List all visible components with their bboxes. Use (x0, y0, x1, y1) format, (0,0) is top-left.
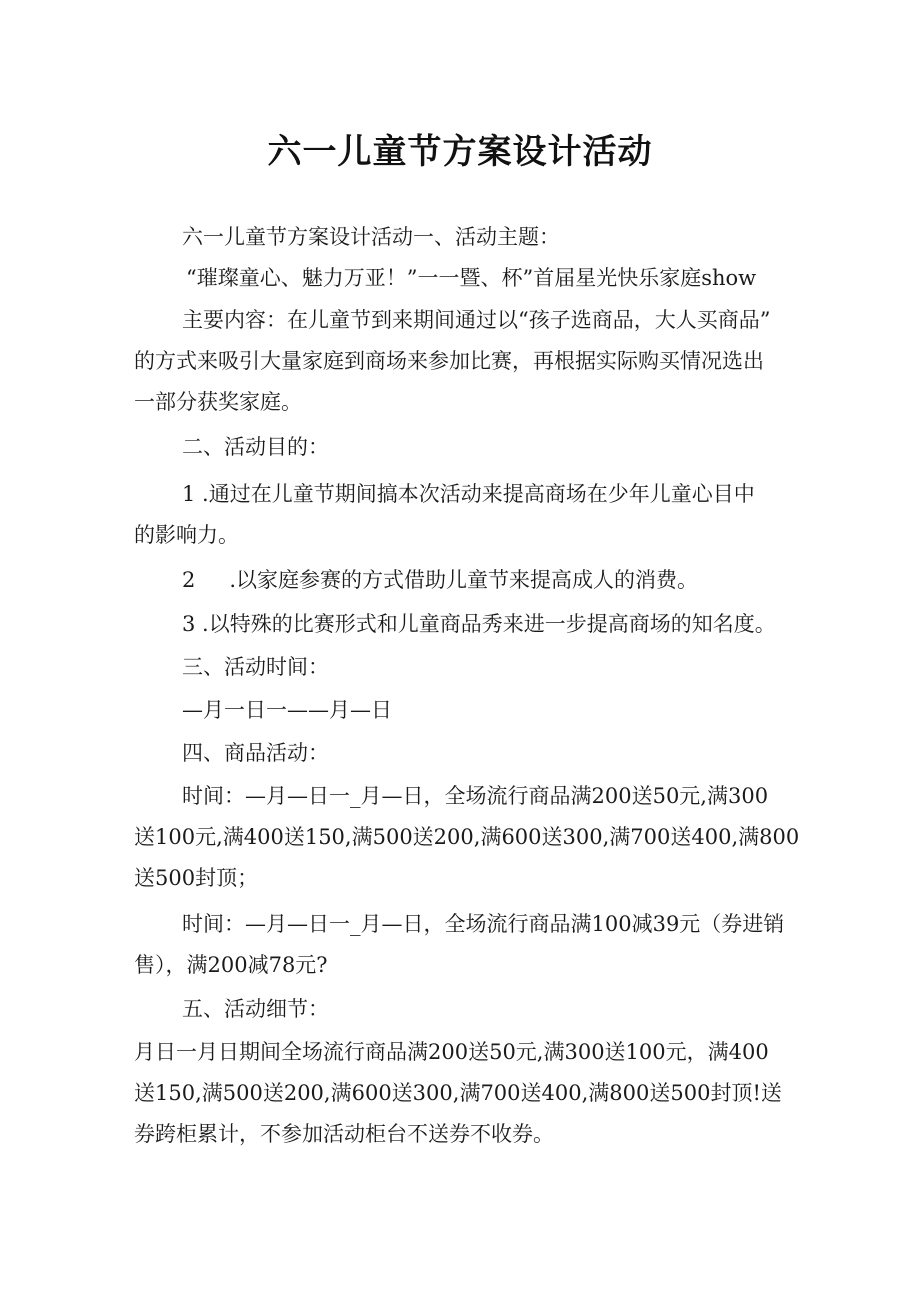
text-line: 售），满200减78元? (134, 953, 328, 977)
list-item-purpose-3 (134, 604, 794, 645)
paragraph-time-range (134, 690, 794, 731)
text-line: 的方式来吸引大量家庭到商场来参加比赛，再根据实际购买情况选出 (134, 349, 764, 373)
paragraph-theme-heading (134, 217, 794, 258)
text-line: 券跨柜累计，不参加活动柜台不送券不收券。 (134, 1122, 554, 1146)
text-line: “璀璨童心、魅力万亚！”一一暨、杯”首届星光快乐家庭show (186, 266, 757, 290)
paragraph-promotion-2 (134, 904, 794, 986)
list-item-purpose-1 (134, 474, 794, 556)
section-heading-purpose (134, 427, 794, 468)
list-item-purpose-2 (134, 560, 794, 601)
text-line: —月一日一——月—日 (182, 698, 392, 722)
paragraph-theme-slogan (134, 258, 794, 299)
text-line: 主要内容：在儿童节到来期间通过以“孩子选商品，大人买商品” (182, 308, 771, 332)
text-line: 3 .以特殊的比赛形式和儿童商品秀来进一步提高商场的知名度。 (182, 612, 776, 636)
text-line: 的影响力。 (134, 523, 239, 547)
paragraph-promotion-1 (134, 776, 800, 899)
section-heading-time (134, 647, 794, 688)
list-text: .以家庭参赛的方式借助儿童节来提高成人的消费。 (229, 568, 699, 592)
text-line: 四、商品活动： (182, 741, 329, 765)
text-line (134, 560, 794, 601)
paragraph-details (134, 1032, 794, 1155)
text-line: 月日一月日期间全场流行商品满200送50元,满300送100元，满400 (134, 1040, 769, 1064)
paragraph-main-content (134, 300, 794, 423)
list-number: 2 (182, 568, 196, 592)
text-line: 送500封顶； (134, 866, 259, 890)
text-line: 六一儿童节方案设计活动一、活动主题： (182, 225, 560, 249)
text-line: 一部分获奖家庭。 (134, 390, 302, 414)
text-line: 三、活动时间： (182, 655, 329, 679)
section-heading-details (134, 989, 794, 1030)
text-line: 二、活动目的： (182, 435, 329, 459)
text-line: 时间：—月—日一_月—日，全场流行商品满100减39元（券进销 (182, 912, 785, 936)
document-title: 六一儿童节方案设计活动 (267, 132, 653, 172)
text-line: 五、活动细节： (182, 997, 329, 1021)
text-line: 时间：—月—日一_月—日，全场流行商品满200送50元,满300 (182, 784, 769, 808)
text-line: 送100元,满400送150,满500送200,满600送300,满700送400,满800 (134, 825, 800, 849)
section-heading-promotion (134, 733, 794, 774)
text-line: 送150,满500送200,满600送300,满700送400,满800送500封顶!送 (134, 1081, 782, 1105)
text-line: 1 .通过在儿童节期间搞本次活动来提高商场在少年儿童心目中 (182, 482, 755, 506)
